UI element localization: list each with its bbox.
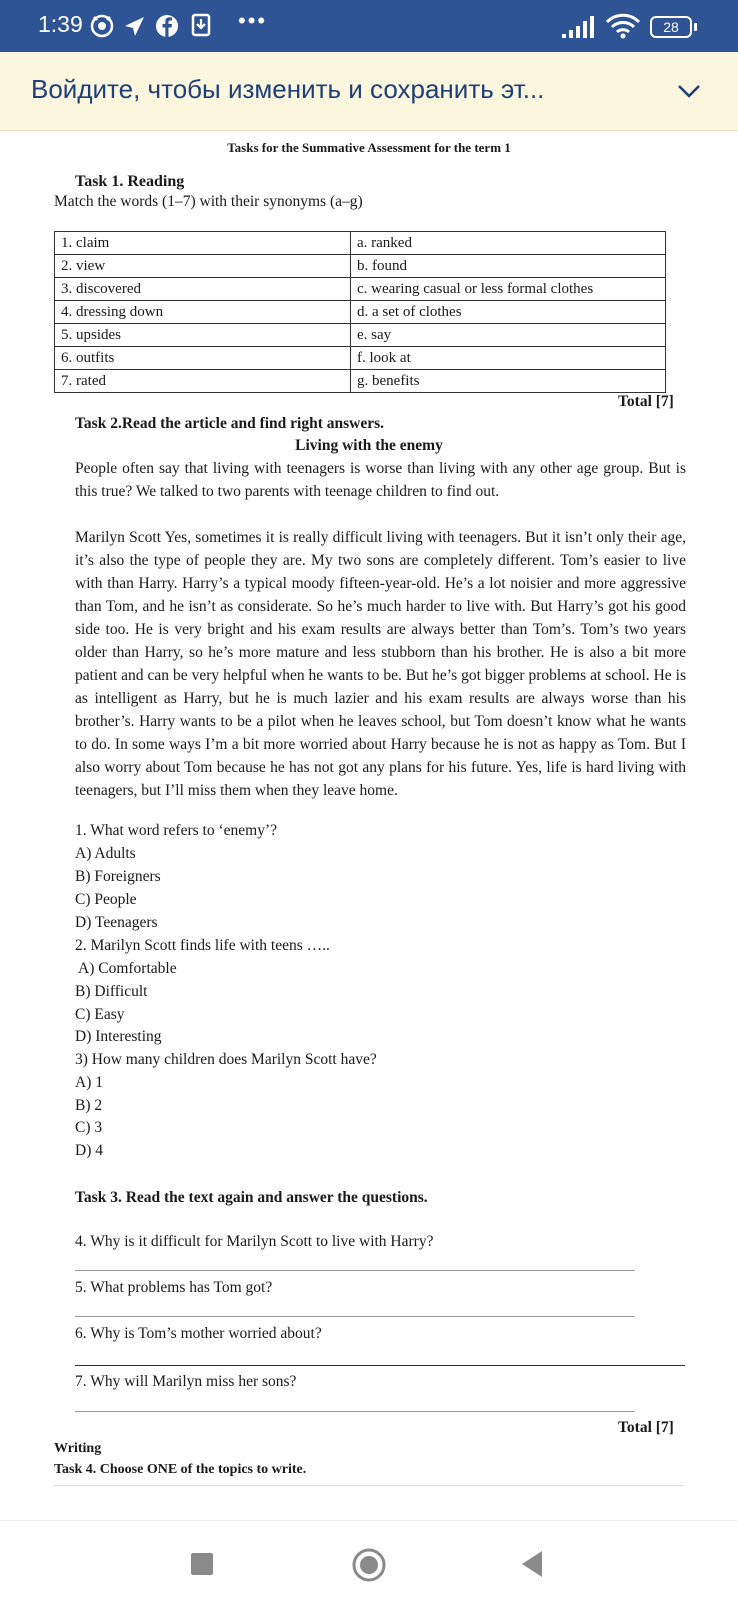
table-cell: 3. discovered — [55, 278, 351, 301]
answer-option: B) Difficult — [75, 983, 148, 1000]
matching-table — [54, 231, 666, 393]
document-header: Tasks for the Summative Assessment for the term 1 — [227, 140, 511, 155]
answer-option: A) Adults — [75, 845, 136, 862]
status-bar — [0, 0, 738, 52]
question-7: 7. Why will Marilyn miss her sons? — [75, 1373, 297, 1390]
answer-option: A) 1 — [75, 1074, 103, 1091]
table-cell: f. look at — [351, 347, 666, 370]
wifi-icon — [605, 10, 641, 45]
writing-title: Writing — [54, 1441, 102, 1456]
task4-title: Task 4. Choose ONE of the topics to write. — [54, 1462, 307, 1477]
status-time: 1:39 — [38, 11, 83, 37]
table-cell: 7. rated — [55, 370, 351, 393]
table-row — [55, 347, 666, 370]
sign-in-banner-text[interactable]: Войдите, чтобы изменить и сохранить эт... — [31, 74, 545, 104]
question-4: 4. Why is it difficult for Marilyn Scott to live with Harry? — [75, 1233, 434, 1250]
navigation-bar — [0, 1520, 738, 1601]
task3-title: Task 3. Read the text again and answer the questions. — [75, 1189, 428, 1206]
table-cell: 1. claim — [55, 232, 351, 255]
answer-line — [75, 1270, 635, 1271]
table-cell: a. ranked — [351, 232, 666, 255]
sign-in-banner[interactable] — [0, 52, 738, 131]
document-page — [0, 130, 738, 1520]
answer-option: C) 3 — [75, 1119, 103, 1136]
answer-option: D) Teenagers — [75, 914, 158, 931]
signal-icon — [562, 10, 598, 45]
home-circle-icon[interactable] — [351, 1547, 387, 1588]
table-cell: 6. outfits — [55, 347, 351, 370]
question-1: 1. What word refers to ‘enemy’? — [75, 822, 277, 839]
article-body: Marilyn Scott Yes, sometimes it is really difficult living with teenagers. But it isn’t only their age, it’s also the type of people they are. My two sons are completely different. Tom’s easier to live with than Harry. Harry’s a typical moody fifteen-year-old. He’s a lot noisier and more aggressive than Tom, and he isn’t as considerate. So he’s much harder to live with. But Harry’s got his good side too. He is very bright and his exam results are always better than Tom’s. Tom’s two years older than Harry, so he’s more mature and less stubborn than his brother. He is also a bit more patient and can be very helpful when he wants to be. But he’s got bigger problems at school. He is as intelligent as Harry, but he is much lazier and his exam results are always worse than his brother’s. Harry wants to be a pilot when he leaves school, but Tom doesn’t know what he wants to do. In some ways I’m a bit more worried about Harry because he is not as happy as Tom. But I also worry about Tom because he has not got any plans for his future. Yes, life is hard living with teenagers, but I’ll miss them when they leave home. — [75, 529, 686, 799]
table-cell: e. say — [351, 324, 666, 347]
table-cell: 2. view — [55, 255, 351, 278]
table-row — [55, 278, 666, 301]
table-row — [55, 232, 666, 255]
facebook-icon — [154, 10, 180, 45]
task1-instruction: Match the words (1–7) with their synonyms (a–g) — [54, 193, 363, 210]
task1-title: Task 1. Reading — [75, 173, 185, 190]
table-cell: g. benefits — [351, 370, 666, 393]
table-row — [55, 301, 666, 324]
article-intro: People often say that living with teenagers is worse than living with any other age group. But is this true? We talked to two parents with teenage children to find out. — [75, 460, 686, 500]
table-cell: 4. dressing down — [55, 301, 351, 324]
answer-option: D) 4 — [75, 1142, 103, 1159]
question-3: 3) How many children does Marilyn Scott have? — [75, 1051, 377, 1068]
answer-option: C) People — [75, 891, 137, 908]
task3-total: Total [7] — [618, 1419, 674, 1436]
chevron-down-icon[interactable] — [676, 80, 702, 107]
recents-square-icon[interactable] — [191, 1553, 213, 1580]
table-cell: 5. upsides — [55, 324, 351, 347]
table-cell: b. found — [351, 255, 666, 278]
answer-option: B) Foreigners — [75, 868, 161, 885]
answer-line — [75, 1411, 635, 1412]
more-dots-icon: ••• — [238, 8, 268, 33]
navigation-arrow-icon — [122, 10, 146, 45]
table-row — [55, 370, 666, 393]
page-divider — [54, 1485, 684, 1486]
focus-mode-icon — [88, 10, 116, 45]
answer-line — [75, 1365, 685, 1366]
answer-option: B) 2 — [75, 1097, 103, 1114]
question-5: 5. What problems has Tom got? — [75, 1279, 273, 1296]
table-row — [55, 324, 666, 347]
answer-option: A) Comfortable — [78, 960, 177, 977]
battery-tip — [694, 23, 697, 31]
table-cell: d. a set of clothes — [351, 301, 666, 324]
table-row — [55, 255, 666, 278]
task1-total: Total [7] — [618, 393, 674, 410]
answer-option: C) Easy — [75, 1006, 125, 1023]
question-6: 6. Why is Tom’s mother worried about? — [75, 1325, 322, 1342]
answer-line — [75, 1316, 635, 1317]
question-2: 2. Marilyn Scott finds life with teens ….. — [75, 937, 330, 954]
task2-title: Task 2.Read the article and find right answers. — [75, 415, 385, 432]
battery-level: 28 — [663, 19, 679, 35]
back-triangle-icon[interactable] — [520, 1549, 544, 1584]
battery-icon — [650, 16, 692, 38]
table-cell: c. wearing casual or less formal clothes — [351, 278, 666, 301]
download-icon — [190, 10, 212, 45]
article-title: Living with the enemy — [295, 437, 443, 454]
answer-option: D) Interesting — [75, 1028, 162, 1045]
